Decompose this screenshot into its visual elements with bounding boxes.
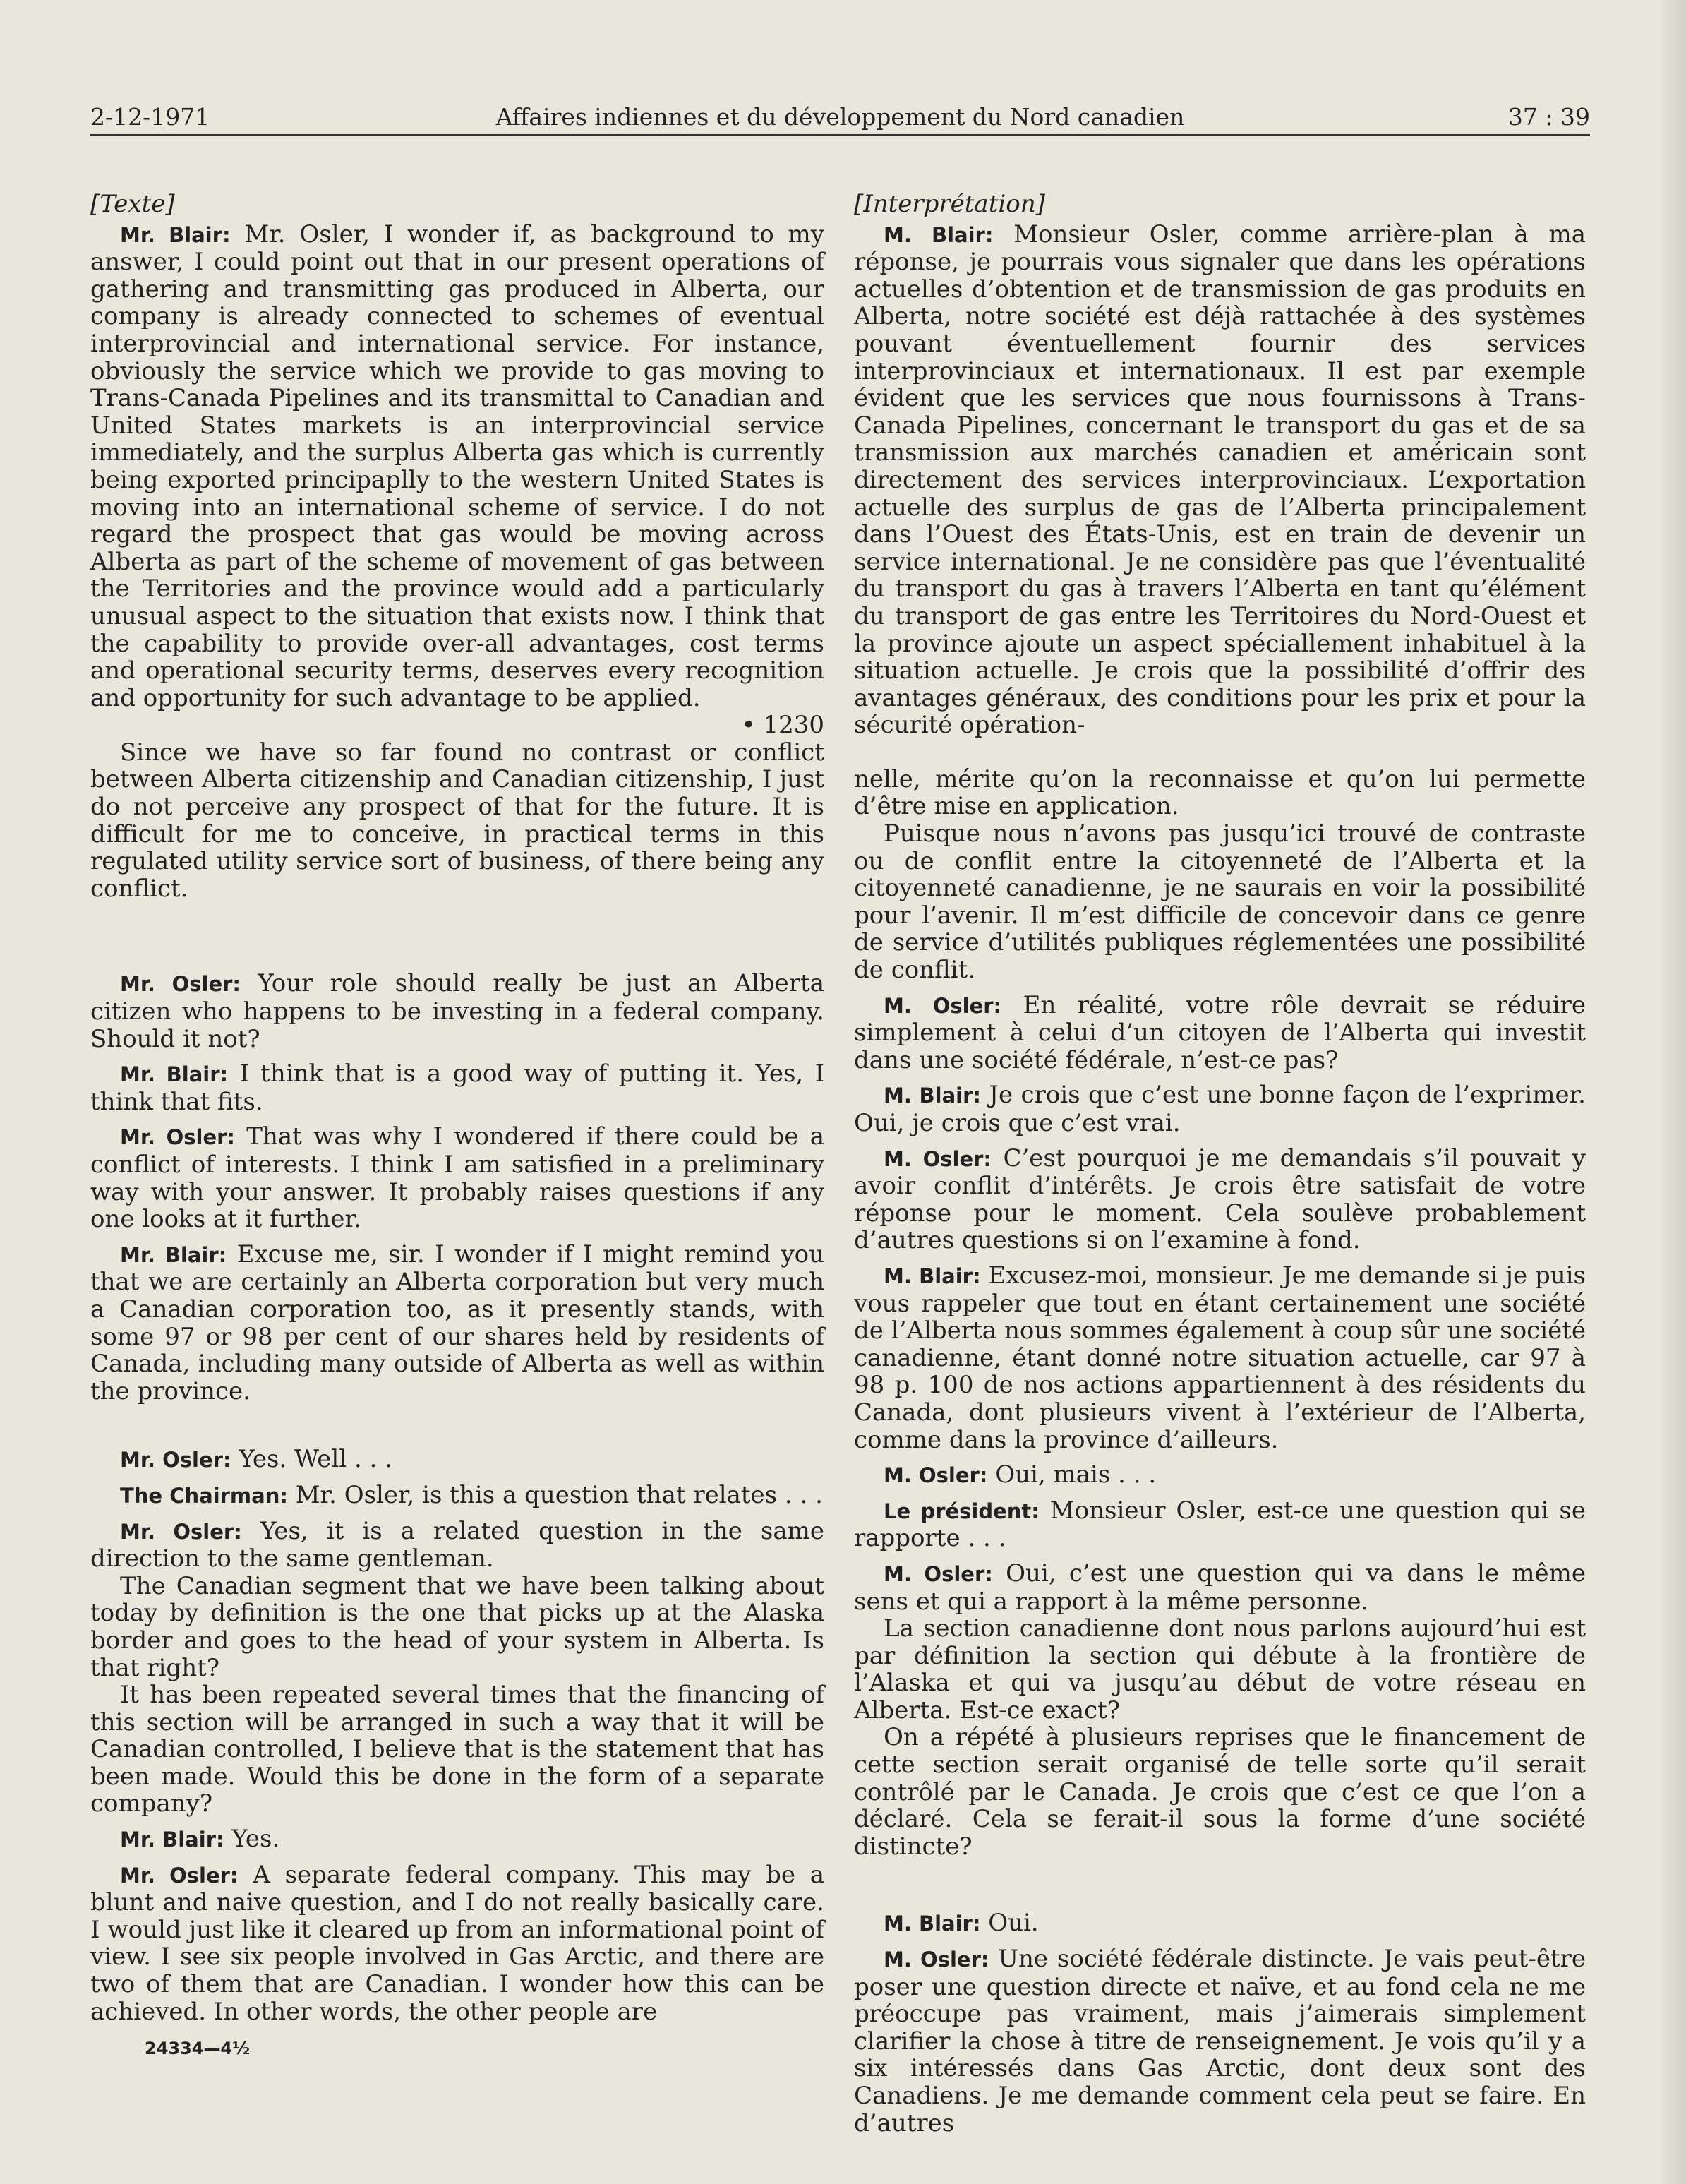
- paragraph: [854, 1909, 1586, 1938]
- page-edge-shadow: [1658, 0, 1686, 2184]
- paragraph: [90, 1241, 824, 1405]
- paragraph-text: Yes, it is a related question in the same direction to the same gentleman.: [90, 1516, 824, 1573]
- speaker-name: M. Osler:: [884, 1463, 988, 1488]
- paragraph: It has been repeated several times that the financing of this section will be arranged in such a way that it will be Canadian controlled, I believe that is the statement that has been made. Would this be done in the form of a separate company?: [90, 1681, 824, 1818]
- paragraph: [90, 1446, 824, 1474]
- header-title: Affaires indiennes et du développement du Nord canadien: [495, 103, 1185, 131]
- paragraph: La section canadienne dont nous parlons aujourd’hui est par définition la section qui débute à la frontière de l’Alaska et qui va jusqu’au début de votre réseau en Alberta. Est-ce exact?: [854, 1614, 1586, 1724]
- speaker-name: Mr. Osler:: [120, 1448, 231, 1472]
- paragraph: [854, 221, 1586, 739]
- paragraph-text: Une société fédérale distincte. Je vais peut-être poser une question directe et naïve, et au fond cela ne me préoccupe pas vraiment, mais j’aimerais simplement clarifier la chose à titre de renseignement. Je vois qu’il y a six intéressés dans Gas Arctic, dont deux sont des Canadiens. Je me demande comment cela peut se faire. En d’autres: [854, 1945, 1586, 2137]
- speaker-name: M. Blair:: [884, 1084, 982, 1108]
- paragraph: nelle, mérite qu’on la reconnaisse et qu’on lui permette d’être mise en application.: [854, 764, 1586, 821]
- speaker-name: Mr. Osler:: [120, 1863, 239, 1888]
- header-page-number: 37 : 39: [1507, 103, 1590, 131]
- speaker-name: M. Osler:: [884, 1948, 989, 1972]
- paragraph-text: Excusez-moi, monsieur. Je me demande si je puis vous rappeler que tout en étant certainement une société de l’Alberta nous sommes également à coup sûr une société canadienne, étant donné notre situation actuelle, car 97 à 98 p. 100 de nos actions appartiennent à des résidents du Canada, dont plusieurs vivent à l’extérieur de l’Alberta, comme dans la province d’ailleurs.: [854, 1261, 1586, 1454]
- speaker-name: Mr. Osler:: [120, 1125, 236, 1150]
- paragraph: [854, 1497, 1586, 1552]
- speaker-name: M. Blair:: [884, 1912, 981, 1936]
- paragraph-text: En réalité, votre rôle devrait se réduire simplement à celui d’un citoyen de l’Alberta qui investit dans une société fédérale, n’est-ce pas?: [854, 990, 1586, 1074]
- paragraph: [854, 1945, 1586, 2137]
- paragraph: On a répété à plusieurs reprises que le financement de cette section serait organisé de telle sorte qu’il serait contrôlé par le Canada. Je crois que c’est ce que l’on a déclaré. Cela se ferait-il sous la forme d’une société distincte?: [854, 1723, 1586, 1861]
- paragraph: The Canadian segment that we have been talking about today by definition is the one that picks up at the Alaska border and goes to the head of your system in Alberta. Is that right?: [90, 1571, 824, 1682]
- speaker-name: The Chairman:: [120, 1483, 288, 1508]
- speaker-name: Mr. Blair:: [120, 1828, 224, 1852]
- footer-print-code: 24334—4½: [145, 2039, 251, 2058]
- paragraph: [854, 1081, 1586, 1136]
- time-marker: • 1230: [741, 711, 824, 740]
- paragraph-text: I think that is a good way of putting it. Yes, I think that fits.: [90, 1060, 825, 1116]
- column-label-interpretation: [Interprétation]: [854, 190, 1045, 218]
- running-header: [90, 99, 1590, 136]
- speaker-name: M. Osler:: [884, 993, 1002, 1018]
- paragraph-text: Je crois que c’est une bonne façon de l’exprimer. Oui, je crois que c’est vrai.: [854, 1081, 1586, 1137]
- paragraph-text: Yes. Well . . .: [231, 1445, 392, 1474]
- paragraph: [90, 1060, 824, 1115]
- paragraph: [90, 1482, 824, 1510]
- english-column: [90, 191, 824, 2025]
- speaker-name: Mr. Osler:: [120, 972, 241, 997]
- paragraph: [854, 992, 1586, 1074]
- paragraph: [90, 970, 824, 1052]
- french-column: [854, 191, 1586, 2137]
- paragraph-text: Mr. Osler, is this a question that relates . . .: [287, 1480, 823, 1509]
- paragraph: [90, 1825, 824, 1854]
- paragraph-text: That was why I wondered if there could be a conflict of interests. I think I am satisfied in a preliminary way with your answer. It probably raises questions if any one looks at it further.: [90, 1122, 824, 1234]
- paragraph: [90, 1861, 824, 2026]
- speaker-name: Mr. Blair:: [120, 1062, 229, 1087]
- paragraph: [854, 1145, 1586, 1254]
- paragraph-text: Oui.: [980, 1909, 1039, 1938]
- paragraph-text: Yes.: [224, 1825, 280, 1854]
- speaker-name: Mr. Blair:: [120, 1242, 227, 1267]
- paragraph-text: Monsieur Osler, est-ce une question qui se rapporte . . .: [854, 1496, 1586, 1553]
- speaker-name: Mr. Osler:: [120, 1519, 242, 1544]
- paragraph: [90, 1518, 824, 1573]
- speaker-name: M. Osler:: [884, 1146, 992, 1171]
- paragraph-text: Your role should really be just an Alberta citizen who happens to be investing in a federal company. Should it not?: [90, 969, 824, 1053]
- paragraph: [90, 221, 824, 712]
- paragraph-text: Oui, mais . . .: [987, 1460, 1157, 1489]
- paragraph-text: Monsieur Osler, comme arrière-plan à ma réponse, je pourrais vous signaler que dans les opérations actuelles d’obtention et de transmission de gas produits en Alberta, notre société est déjà rattachée à des systèmes pouvant éventuellement fournir des services interprovinciaux et internationaux. Il est par exemple évident que les services que nous fournissons à Trans-Canada Pipelines, concernant le transport du gas et de sa transmission aux marchés canadien et américain sont directement des services interprovinciaux. L’exportation actuelle des surplus de gas de l’Alberta principalement dans l’Ouest des États-Unis, est en train de devenir un service international. Je ne considère pas que l’éventualité du transport du gas à travers l’Alberta en tant qu’élément du transport de gas entre les Territoires du Nord-Ouest et la province ajoute un aspect spéciallement inhabituel à la situation actuelle. Je crois que la possibilité d’offrir des avantages généraux, des conditions pour les prix et pour la sécurité opération-: [854, 220, 1586, 740]
- paragraph: Since we have so far found no contrast or conflict between Alberta citizenship and Canadian citizenship, I just do not perceive any prospect of that for the future. It is difficult for me to conceive, in practical terms in this regulated utility service sort of business, of there being any conflict.: [90, 738, 824, 903]
- column-label-texte: [Texte]: [90, 190, 175, 218]
- paragraph: [854, 1560, 1586, 1615]
- paragraph-text: Oui, c’est une question qui va dans le même sens et qui a rapport à la même personne.: [854, 1559, 1586, 1616]
- header-date: 2-12-1971: [90, 103, 210, 131]
- paragraph-text: Mr. Osler, I wonder if, as background to my answer, I could point out that in our present operations of gathering and transmitting gas produced in Alberta, our company is already connected to schemes of eventual interprovincial and international service. For instance, obviously the service which we provide to gas moving to Trans-Canada Pipelines and its transmittal to Canadian and United States markets is an interprovincial service immediately, and the surplus Alberta gas which is currently being exported principaplly to the western United States is moving into an international scheme of service. I do not regard the prospect that gas would be moving across Alberta as part of the scheme of movement of gas between the Territories and the province would add a particularly unusual aspect to the situation that exists now. I think that the capability to provide over-all advantages, cost terms and operational security terms, deserves every recognition and opportunity for such advantage to be applied.: [90, 220, 825, 712]
- speaker-name: M. Blair:: [884, 1264, 981, 1288]
- speaker-name: M. Blair:: [884, 222, 994, 247]
- paragraph: [90, 1123, 824, 1232]
- paragraph: [854, 1461, 1586, 1489]
- speaker-name: Le président:: [884, 1499, 1040, 1523]
- paragraph-text: A separate federal company. This may be a blunt and naive question, and I do not really basically care. I would just like it cleared up from an informational point of view. I see six people involved in Gas Arctic, and there are two of them that are Canadian. I wonder how this can be achieved. In other words, the other people are: [90, 1860, 824, 2026]
- paragraph: Puisque nous n’avons pas jusqu’ici trouvé de contraste ou de conflit entre la citoyenneté de l’Alberta et la citoyenneté canadienne, je ne saurais en voir la possibilité pour l’avenir. Il m’est difficile de concevoir dans ce genre de service d’utilités publiques réglementées une possibilité de conflit.: [854, 820, 1586, 985]
- paragraph: [854, 1262, 1586, 1453]
- header-rule: [90, 134, 1590, 136]
- speaker-name: Mr. Blair:: [120, 222, 231, 247]
- paragraph-text: C’est pourquoi je me demandais s’il pouvait y avoir conflit d’intérêts. Je crois être satisfait de votre réponse pour le moment. Cela soulève probablement d’autres questions si on l’examine à fond.: [854, 1144, 1586, 1255]
- paragraph-text: Excuse me, sir. I wonder if I might remind you that we are certainly an Alberta corporation but very much a Canadian corporation too, as it presently stands, with some 97 or 98 per cent of our shares held by residents of Canada, including many outside of Alberta as well as within the province.: [90, 1240, 825, 1405]
- speaker-name: M. Osler:: [884, 1561, 993, 1586]
